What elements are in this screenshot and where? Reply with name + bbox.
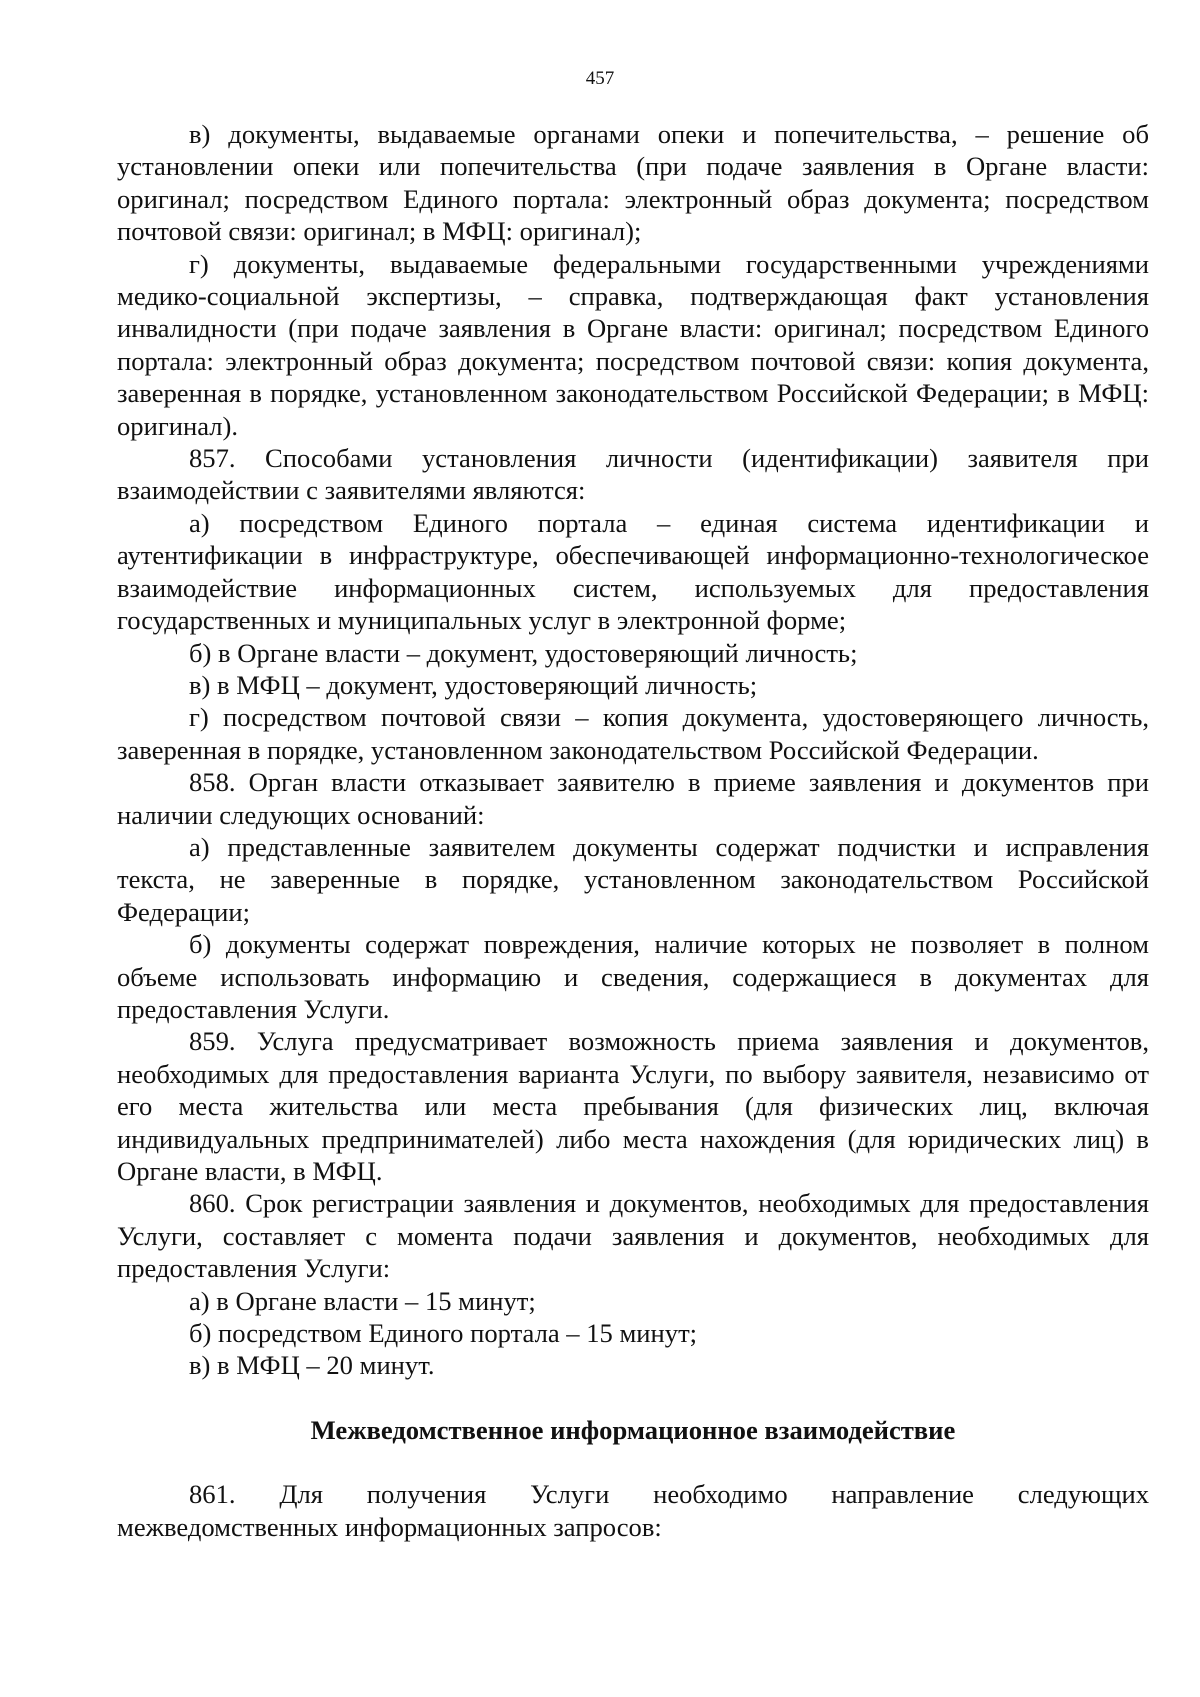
paragraph-857-g: г) посредством почтовой связи – копия документа, удостоверяющего личность, заверенная в порядке, установленном законодательством Российской Федерации. <box>117 702 1149 765</box>
paragraph-858-b: б) документы содержат повреждения, наличие которых не позволяет в полном объеме использовать информацию и сведения, содержащиеся в документах для предоставления Услуги. <box>117 929 1149 1024</box>
paragraph-860-v: в) в МФЦ – 20 минут. <box>189 1350 435 1381</box>
paragraph-860: 860. Срок регистрации заявления и документов, необходимых для предоставления Услуги, составляет с момента подачи заявления и документов, необходимых для предоставления Услуги: <box>117 1188 1149 1284</box>
paragraph-857-a: а) посредством Единого портала – единая система идентификации и аутентификации в инфраструктуре, обеспечивающей информационно-технологическое взаимодействие информационных систем, используемых для предоставления государственных и муниципальных услуг в электронной форме; <box>117 507 1149 636</box>
page-number: 457 <box>585 68 615 89</box>
paragraph-857-v: в) в МФЦ – документ, удостоверяющий личность; <box>189 669 758 700</box>
paragraph-item-v-guardianship: в) документы, выдаваемые органами опеки и попечительства, – решение об установлении опеки или попечительства (при подаче заявления в Органе власти: оригинал; посредством Единого портала: электронный образ документа; посредством почтовой связи: оригинал; в МФЦ: оригинал); <box>117 119 1149 247</box>
paragraph-857-b: б) в Органе власти – документ, удостоверяющий личность; <box>189 637 858 668</box>
paragraph-858-a: а) представленные заявителем документы содержат подчистки и исправления текста, не заверенные в порядке, установленном законодательством Российской Федерации; <box>117 831 1149 927</box>
section-heading: Межведомственное информационное взаимодействие <box>310 1414 956 1445</box>
paragraph-859: 859. Услуга предусматривает возможность приема заявления и документов, необходимых для предоставления варианта Услуги, по выбору заявителя, независимо от его места жительства или места пребывания (для физических лиц, включая индивидуальных предпринимателей) либо места нахождения (для юридических лиц) в Органе власти, в МФЦ. <box>117 1026 1149 1186</box>
paragraph-860-a: а) в Органе власти – 15 минут; <box>189 1285 536 1316</box>
paragraph-860-b: б) посредством Единого портала – 15 минут; <box>189 1318 698 1349</box>
paragraph-861: 861. Для получения Услуги необходимо направление следующих межведомственных информационных запросов: <box>117 1479 1149 1542</box>
paragraph-857: 857. Способами установления личности (идентификации) заявителя при взаимодействии с заявителями являются: <box>117 443 1149 506</box>
document-body <box>117 118 1149 1543</box>
paragraph-858: 858. Орган власти отказывает заявителю в приеме заявления и документов при наличии следующих оснований: <box>117 767 1149 830</box>
paragraph-item-g-disability: г) документы, выдаваемые федеральными государственными учреждениями медико-социальной экспертизы, – справка, подтверждающая факт установления инвалидности (при подаче заявления в Органе власти: оригинал; посредством Единого портала: электронный образ документа; посредством почтовой связи: копия документа, заверенная в порядке, установленном законодательством Российской Федерации; в МФЦ: оригинал). <box>117 248 1149 441</box>
